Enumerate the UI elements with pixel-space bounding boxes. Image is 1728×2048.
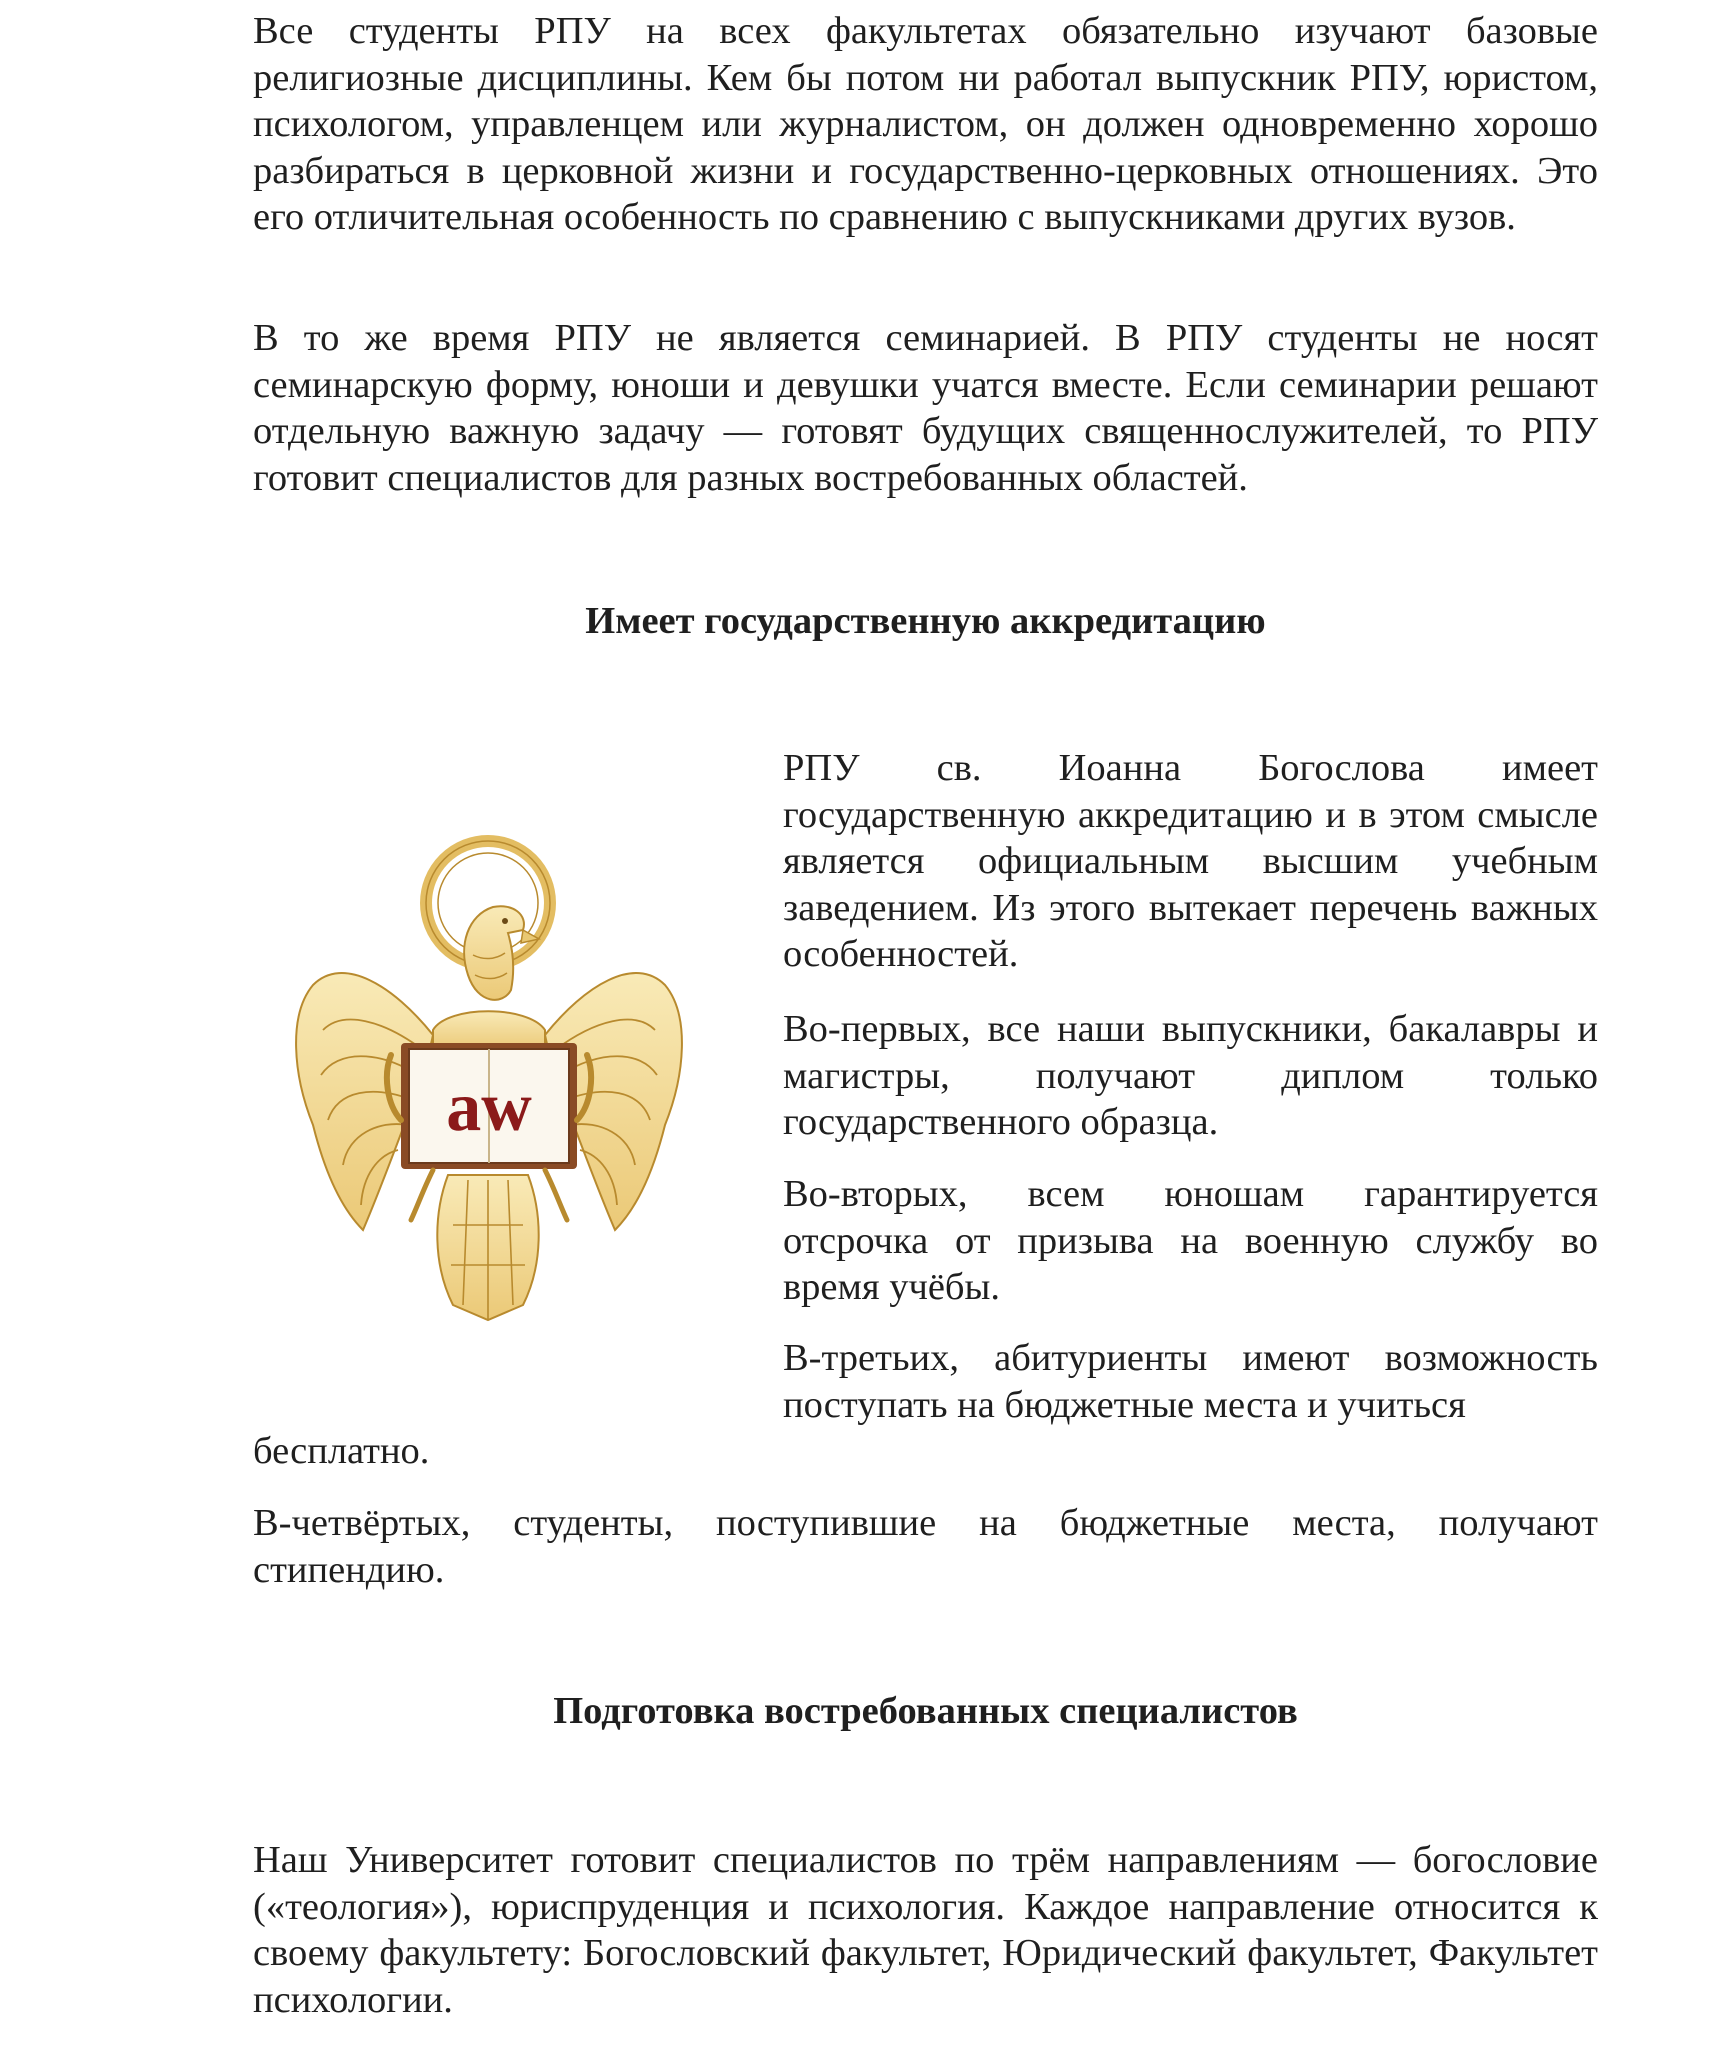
paragraph-firstly: Во-первых, все наши выпускники, бакалавры и магистры, получают диплом только государственного образца. (783, 1008, 1598, 1143)
eagle-with-book-emblem (283, 835, 703, 1335)
emblem-letters: aw (446, 1069, 532, 1146)
paragraph-thirdly-end: бесплатно. (253, 1430, 430, 1472)
heading-accreditation: Имеет государственную аккредитацию (585, 600, 1266, 642)
heading-specialists: Подготовка востребованных специалистов (553, 1690, 1298, 1732)
paragraph-not-seminary: В то же время РПУ не является семинарией. В РПУ студенты не носят семинарскую форму, юноши и девушки учатся вместе. Если семинарии решают отдельную важную задачу — готовят будущих священнослужителей, то РПУ готовит специалистов для разных востребованных областей. (253, 317, 1598, 499)
document-page (253, 0, 1598, 2048)
paragraph-three-directions: Наш Университет готовит специалистов по трём направлениям — богословие («теология»), юриспруденция и психология. Каждое направление относится к своему факультету: Богословский факультет, Юридический факультет, Факультет психологии. (253, 1839, 1598, 2021)
paragraph-thirdly: В-третьих, абитуриенты имеют возможность поступать на бюджетные места и учиться (783, 1337, 1598, 1426)
paragraph-secondly: Во-вторых, всем юношам гарантируется отсрочка от призыва на военную службу во время учёбы. (783, 1173, 1598, 1308)
eagle-emblem-icon (283, 835, 703, 1335)
paragraph-accreditation-intro: РПУ св. Иоанна Богослова имеет государственную аккредитацию и в этом смысле является официальным высшим учебным заведением. Из этого вытекает перечень важных особенностей. (783, 747, 1598, 975)
paragraph-fourthly: В-четвёртых, студенты, поступившие на бюджетные места, получают стипендию. (253, 1502, 1598, 1591)
paragraph-religious-disciplines: Все студенты РПУ на всех факультетах обязательно изучают базовые религиозные дисциплины. Кем бы потом ни работал выпускник РПУ, юристом, психологом, управленцем или журналистом, он должен одновременно хорошо разбираться в церковной жизни и государственно-церковных отношениях. Это его отличительная особенность по сравнению с выпускниками других вузов. (253, 10, 1598, 238)
